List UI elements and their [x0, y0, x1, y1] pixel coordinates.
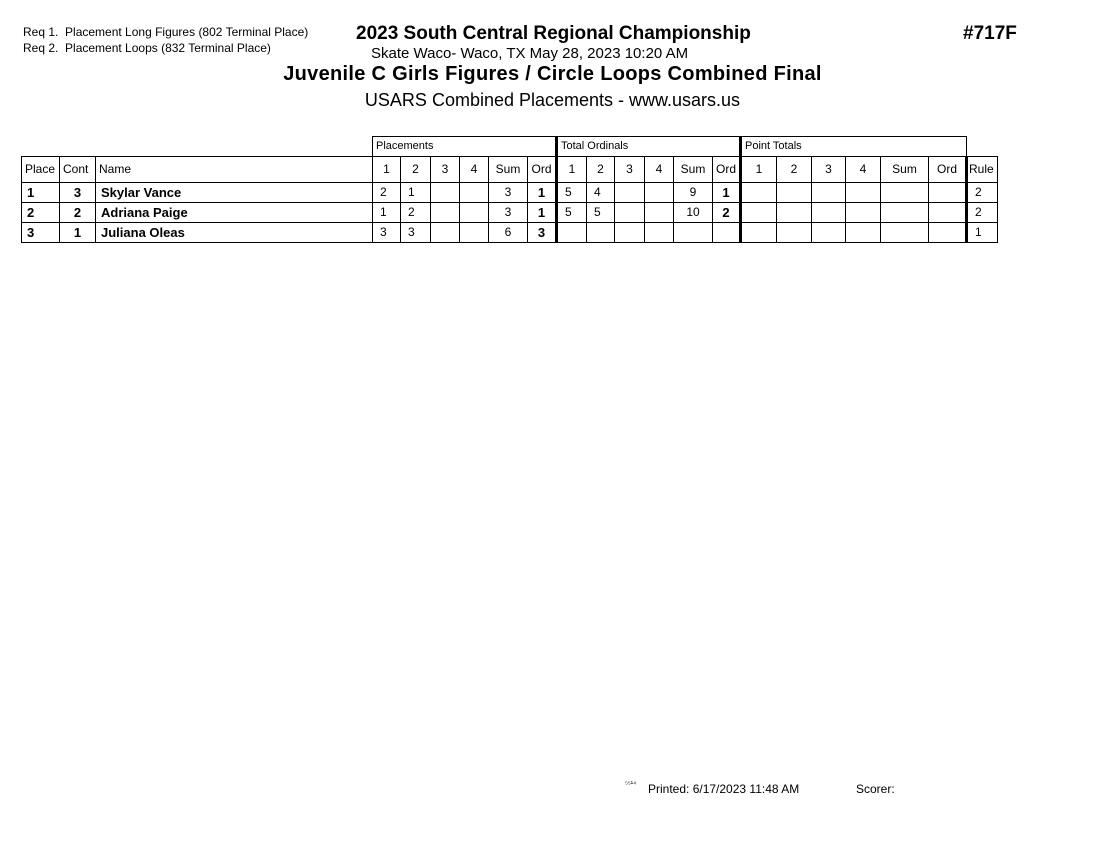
cell-pt2 — [777, 203, 812, 223]
footer-code: ⁵⁵¹⁴ — [625, 781, 637, 788]
column-header-row — [22, 157, 998, 183]
cell-p2: 1 — [401, 183, 431, 203]
cell-pord: 1 — [528, 183, 557, 203]
col-placement-4: 4 — [460, 157, 489, 183]
cell-rule: 2 — [967, 183, 998, 203]
col-ordinal-3: 3 — [615, 157, 645, 183]
cell-ptord — [929, 223, 967, 243]
cell-t3 — [615, 183, 645, 203]
printed-timestamp: Printed: 6/17/2023 11:48 AM — [648, 782, 800, 796]
cell-tord: 2 — [713, 203, 741, 223]
table-row — [22, 223, 998, 243]
group-header-row — [22, 137, 998, 157]
scorer-label: Scorer: — [856, 782, 895, 796]
cell-t2 — [587, 223, 615, 243]
group-point-totals: Point Totals — [741, 137, 967, 157]
col-placement-sum: Sum — [489, 157, 528, 183]
cell-p3 — [431, 223, 460, 243]
cell-psum: 6 — [489, 223, 528, 243]
requirement-text: Placement Long Figures (802 Terminal Place) — [65, 25, 309, 39]
requirement-label: Req 1. — [23, 25, 59, 39]
cell-t2: 4 — [587, 183, 615, 203]
col-rule: Rule — [967, 157, 998, 183]
results-table — [21, 136, 998, 243]
col-place: Place — [22, 157, 60, 183]
cell-p2: 3 — [401, 223, 431, 243]
cell-pt3 — [812, 203, 846, 223]
col-points-3: 3 — [812, 157, 846, 183]
event-title: Juvenile C Girls Figures / Circle Loops Combined Final — [283, 63, 822, 85]
cell-t3 — [615, 223, 645, 243]
results-subtitle: USARS Combined Placements - www.usars.us — [364, 90, 741, 110]
cell-name: Juliana Oleas — [96, 223, 373, 243]
cell-pt1 — [741, 223, 777, 243]
cell-psum: 3 — [489, 183, 528, 203]
cell-ptsum — [881, 203, 929, 223]
cell-cont: 1 — [60, 223, 96, 243]
cell-pt1 — [741, 183, 777, 203]
table-row — [22, 183, 998, 203]
col-ordinal-1: 1 — [557, 157, 587, 183]
requirement-text: Placement Loops (832 Terminal Place) — [65, 41, 271, 55]
cell-ptord — [929, 203, 967, 223]
cell-place: 3 — [22, 223, 60, 243]
cell-p2: 2 — [401, 203, 431, 223]
col-placement-1: 1 — [373, 157, 401, 183]
cell-t2: 5 — [587, 203, 615, 223]
col-cont: Cont — [60, 157, 96, 183]
cell-cont: 3 — [60, 183, 96, 203]
col-points-4: 4 — [846, 157, 881, 183]
cell-t1: 5 — [557, 203, 587, 223]
cell-p1: 1 — [373, 203, 401, 223]
cell-pt1 — [741, 203, 777, 223]
cell-p3 — [431, 183, 460, 203]
group-total-ordinals: Total Ordinals — [557, 137, 741, 157]
cell-psum: 3 — [489, 203, 528, 223]
col-placement-2: 2 — [401, 157, 431, 183]
requirement-2 — [23, 41, 271, 55]
cell-pord: 1 — [528, 203, 557, 223]
cell-t4 — [645, 183, 674, 203]
cell-pord: 3 — [528, 223, 557, 243]
col-ordinal-2: 2 — [587, 157, 615, 183]
event-number: #717F — [963, 23, 1017, 44]
table-row — [22, 203, 998, 223]
col-ordinal-sum: Sum — [674, 157, 713, 183]
cell-pt4 — [846, 183, 881, 203]
cell-pt2 — [777, 223, 812, 243]
group-placements: Placements — [373, 137, 557, 157]
cell-t1: 5 — [557, 183, 587, 203]
cell-tsum: 9 — [674, 183, 713, 203]
competition-title: 2023 South Central Regional Championship — [356, 23, 751, 44]
cell-rule: 1 — [967, 223, 998, 243]
col-placement-ord: Ord — [528, 157, 557, 183]
cell-p4 — [460, 223, 489, 243]
cell-tord: 1 — [713, 183, 741, 203]
cell-p3 — [431, 203, 460, 223]
col-points-2: 2 — [777, 157, 812, 183]
cell-p1: 3 — [373, 223, 401, 243]
col-ordinal-4: 4 — [645, 157, 674, 183]
cell-pt3 — [812, 183, 846, 203]
cell-tsum — [674, 223, 713, 243]
cell-pt4 — [846, 203, 881, 223]
col-points-ord: Ord — [929, 157, 967, 183]
cell-place: 2 — [22, 203, 60, 223]
cell-t3 — [615, 203, 645, 223]
cell-tord — [713, 223, 741, 243]
cell-p1: 2 — [373, 183, 401, 203]
venue-line: Skate Waco- Waco, TX May 28, 2023 10:20 AM — [371, 45, 689, 62]
cell-name: Skylar Vance — [96, 183, 373, 203]
col-points-1: 1 — [741, 157, 777, 183]
cell-tsum: 10 — [674, 203, 713, 223]
cell-pt2 — [777, 183, 812, 203]
cell-t4 — [645, 203, 674, 223]
requirement-label: Req 2. — [23, 41, 59, 55]
cell-ptsum — [881, 223, 929, 243]
cell-pt3 — [812, 223, 846, 243]
cell-t4 — [645, 223, 674, 243]
cell-p4 — [460, 203, 489, 223]
col-placement-3: 3 — [431, 157, 460, 183]
cell-rule: 2 — [967, 203, 998, 223]
cell-name: Adriana Paige — [96, 203, 373, 223]
cell-pt4 — [846, 223, 881, 243]
cell-t1 — [557, 223, 587, 243]
cell-cont: 2 — [60, 203, 96, 223]
cell-p4 — [460, 183, 489, 203]
requirement-1 — [23, 25, 308, 39]
cell-ptsum — [881, 183, 929, 203]
col-ordinal-ord: Ord — [713, 157, 741, 183]
cell-place: 1 — [22, 183, 60, 203]
col-points-sum: Sum — [881, 157, 929, 183]
cell-ptord — [929, 183, 967, 203]
col-name: Name — [96, 157, 373, 183]
